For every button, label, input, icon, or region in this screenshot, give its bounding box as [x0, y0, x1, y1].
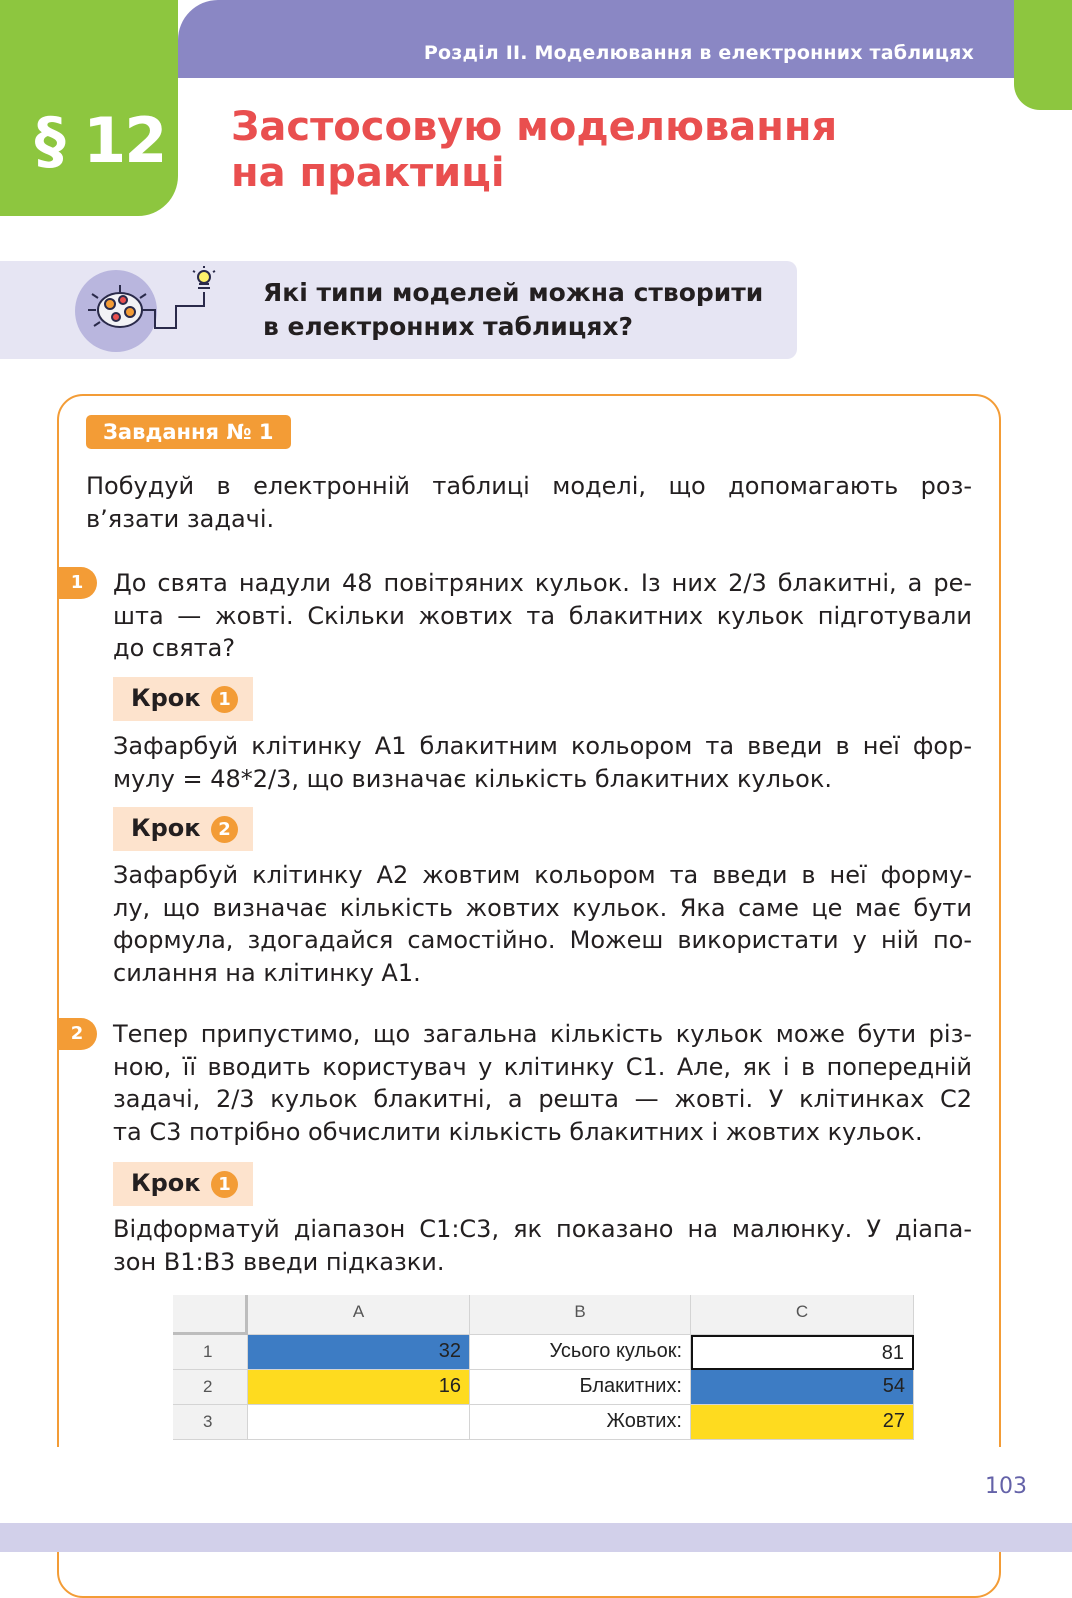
question-line1: Які типи моделей можна створити — [263, 278, 764, 307]
chapter-label: Розділ ІІ. Моделювання в електронних таблицях — [423, 42, 974, 64]
spreadsheet-figure — [173, 1295, 914, 1445]
item2-text: Тепер припустимо, що загальна кількість кульок може бути різ- ною, її вводить користувач у клітинку C1. Але, як і в попередній задачі, 2/3 кульок блакитні, а решта — жовті. У клітинках C2 та C3 потрібно обчислити кількість блакитних і жовтих кульок. — [113, 1020, 972, 1146]
step-label-badge: Крок 1 — [113, 1162, 253, 1206]
cell-B3: Жовтих: — [470, 1405, 691, 1440]
row-header: 3 — [173, 1405, 248, 1440]
cell-A2: 16 — [248, 1370, 470, 1405]
page-title-line1: Застосовую моделювання — [231, 104, 838, 150]
row-header: 1 — [173, 1335, 248, 1370]
step-label-badge: Крок 2 — [113, 807, 253, 851]
item-number-badge: 1 — [57, 567, 97, 599]
footer-band — [0, 1523, 1072, 1552]
page-title — [231, 104, 837, 196]
header-band — [178, 0, 1016, 78]
cell-B2: Блакитних: — [470, 1370, 691, 1405]
step-label-badge: Крок 1 — [113, 677, 253, 721]
item-number-badge: 2 — [57, 1018, 97, 1050]
select-all-corner — [173, 1295, 248, 1335]
cell-B1: Усього кульок: — [470, 1335, 691, 1370]
question-text — [263, 276, 763, 344]
brain-lightbulb-icon — [80, 266, 230, 356]
question-line2: в електронних таблицях? — [263, 312, 634, 341]
row-header: 2 — [173, 1370, 248, 1405]
header-green-tab — [1014, 0, 1072, 110]
cell-A3 — [248, 1405, 470, 1440]
item1-step2-text: Зафарбуй клітинку A2 жовтим кольором та введи в неї форму- лу, що визначає кількість жовтих кульок. Яка саме це має бути формула, здогадайся самостійно. Можеш використати у ній по- силання на клітинку A1. — [113, 861, 972, 987]
column-header: B — [470, 1295, 691, 1335]
column-header: A — [248, 1295, 470, 1335]
step-number-circle: 1 — [211, 686, 238, 713]
item1-step1-text: Зафарбуй клітинку A1 блакитним кольором та введи в неї фор- мулу = 48*2/3, що визначає кількість блакитних кульок. — [113, 732, 972, 793]
item1-text: До свята надули 48 повітряних кульок. Із них 2/3 блакитні, а ре- шта — жовті. Скільки жовтих та блакитних кульок підготували до свята? — [113, 569, 972, 662]
page-number: 103 — [985, 1474, 1027, 1499]
step-number-circle: 1 — [211, 1171, 238, 1198]
page-title-line2: на практиці — [231, 150, 505, 196]
cell-C3: 27 — [691, 1405, 914, 1440]
page-margin — [40, 1447, 1020, 1523]
item2-step1-text: Відформатуй діапазон C1:C3, як показано на малюнку. У діапа- зон B1:B3 введи підказки. — [113, 1215, 972, 1276]
task-badge: Завдання № 1 — [86, 415, 291, 449]
step-number-circle: 2 — [211, 816, 238, 843]
task-intro: Побудуй в електронній таблиці моделі, що допомагають роз- в’язати задачі. — [86, 472, 972, 533]
section-number: § 12 — [34, 104, 166, 177]
column-header: C — [691, 1295, 914, 1335]
cell-A1: 32 — [248, 1335, 470, 1370]
cell-C1: 81 — [691, 1335, 914, 1370]
cell-C2: 54 — [691, 1370, 914, 1405]
